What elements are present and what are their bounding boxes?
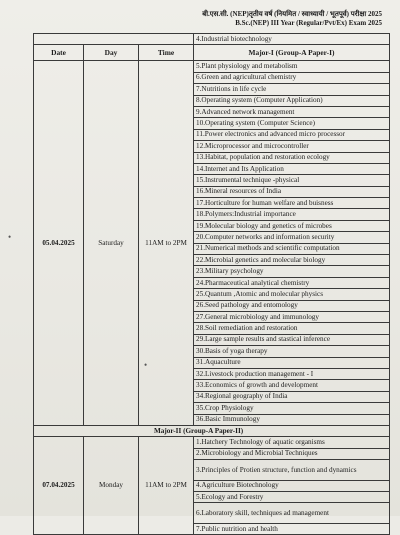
subject-cell: 24.Pharmaceutical analytical chemistry <box>194 277 390 288</box>
blank-cell <box>34 34 194 45</box>
subject-cell: 20.Computer networks and information security <box>194 232 390 243</box>
exam-header <box>142 10 382 28</box>
subject-cell: 7.Public nutrition and health <box>194 523 390 534</box>
subject-cell: 29.Large sample results and stastical inference <box>194 334 390 345</box>
subject-cell: 31.Aquaculture <box>194 357 390 368</box>
exam-day: Monday <box>84 437 139 535</box>
subject-cell: 12.Microprocessor and microcontroller <box>194 141 390 152</box>
exam-date: 05.04.2025 <box>34 61 84 426</box>
table-row <box>34 34 390 45</box>
subject-cell: 34.Regional geography of India <box>194 391 390 402</box>
subject-cell: 30.Basis of yoga therapy <box>194 346 390 357</box>
header-english-line: B.Sc.(NEP) III Year (Regular/Pvt/Ex) Exam 2025 <box>235 19 382 27</box>
subject-cell: 19.Molecular biology and genetics of microbes <box>194 220 390 231</box>
group-title: Major-I (Group-A Paper-I) <box>194 45 390 61</box>
subject-cell: 17.Horticulture for human welfare and buisness <box>194 198 390 209</box>
exam-time: 11AM to 2PM <box>139 61 194 426</box>
subject-cell: 3.Principles of Protien structure, function and dynamics <box>194 460 390 481</box>
column-header-time: Time <box>139 45 194 61</box>
exam-schedule-table <box>33 33 390 535</box>
subject-cell: 36.Basic Immunology <box>194 414 390 425</box>
subject-cell: 1.Hatchery Technology of aquatic organisms <box>194 437 390 448</box>
exam-time: 11AM to 2PM <box>139 437 194 535</box>
subject-cell: 9.Advanced network management <box>194 106 390 117</box>
subject-cell: 5.Plant physiology and metabolism <box>194 61 390 72</box>
subject-cell: 35.Crop Physiology <box>194 403 390 414</box>
subject-cell: 5.Ecology and Forestry <box>194 491 390 502</box>
table-row <box>34 425 390 436</box>
exam-date: 07.04.2025 <box>34 437 84 535</box>
subject-cell: 10.Operating system (Computer Science) <box>194 118 390 129</box>
subject-cell: 6.Laboratory skill, techniques ad management <box>194 503 390 524</box>
scan-mark: • <box>8 232 12 242</box>
subject-cell: 22.Microbial genetics and molecular biology <box>194 255 390 266</box>
exam-day: Saturday <box>84 61 139 426</box>
table-header-row <box>34 45 390 61</box>
subject-cell: 32.Livestock production management - I <box>194 368 390 379</box>
table-row <box>34 437 390 448</box>
subject-cell: 15.Instrumental technique -physical <box>194 175 390 186</box>
subject-cell: 6.Green and agricultural chemistry <box>194 72 390 83</box>
subject-cell: 27.General microbiology and immunology <box>194 311 390 322</box>
subject-cell: 13.Habitat, population and restoration ecology <box>194 152 390 163</box>
subject-cell: 14.Internet and Its Application <box>194 163 390 174</box>
subject-cell: 18.Polymers:Industrial importance <box>194 209 390 220</box>
subject-cell: 26.Seed pathology and entomology <box>194 300 390 311</box>
subject-cell: 25.Quantum ,Atomic and molecular physics <box>194 289 390 300</box>
table-row <box>34 61 390 72</box>
subject-cell: 7.Nutritions in life cycle <box>194 84 390 95</box>
header-hindi-line: बी.एस.सी. (NEP)तृतीय वर्ष (नियमित / स्वाध्यायी / भूतपूर्व) परीक्षा 2025 <box>202 10 382 18</box>
subject-cell: 2.Microbiology and Microbial Techniques <box>194 448 390 459</box>
subject-cell: 11.Power electronics and advanced micro processor <box>194 129 390 140</box>
column-header-date: Date <box>34 45 84 61</box>
subject-cell: 21.Numerical methods and scientific computation <box>194 243 390 254</box>
group-title: Major-II (Group-A Paper-II) <box>34 425 390 436</box>
subject-cell: 8.Operating system (Computer Application) <box>194 95 390 106</box>
subject-cell: 28.Soil remediation and restoration <box>194 323 390 334</box>
subject-cell: 23.Military psychology <box>194 266 390 277</box>
column-header-day: Day <box>84 45 139 61</box>
subject-cell: 16.Mineral resources of India <box>194 186 390 197</box>
subject-cell: 4.Industrial biotechnology <box>194 34 390 45</box>
scan-mark: • <box>144 360 148 370</box>
subject-cell: 33.Economics of growth and development <box>194 380 390 391</box>
subject-cell: 4.Agriculture Biotechnology <box>194 480 390 491</box>
